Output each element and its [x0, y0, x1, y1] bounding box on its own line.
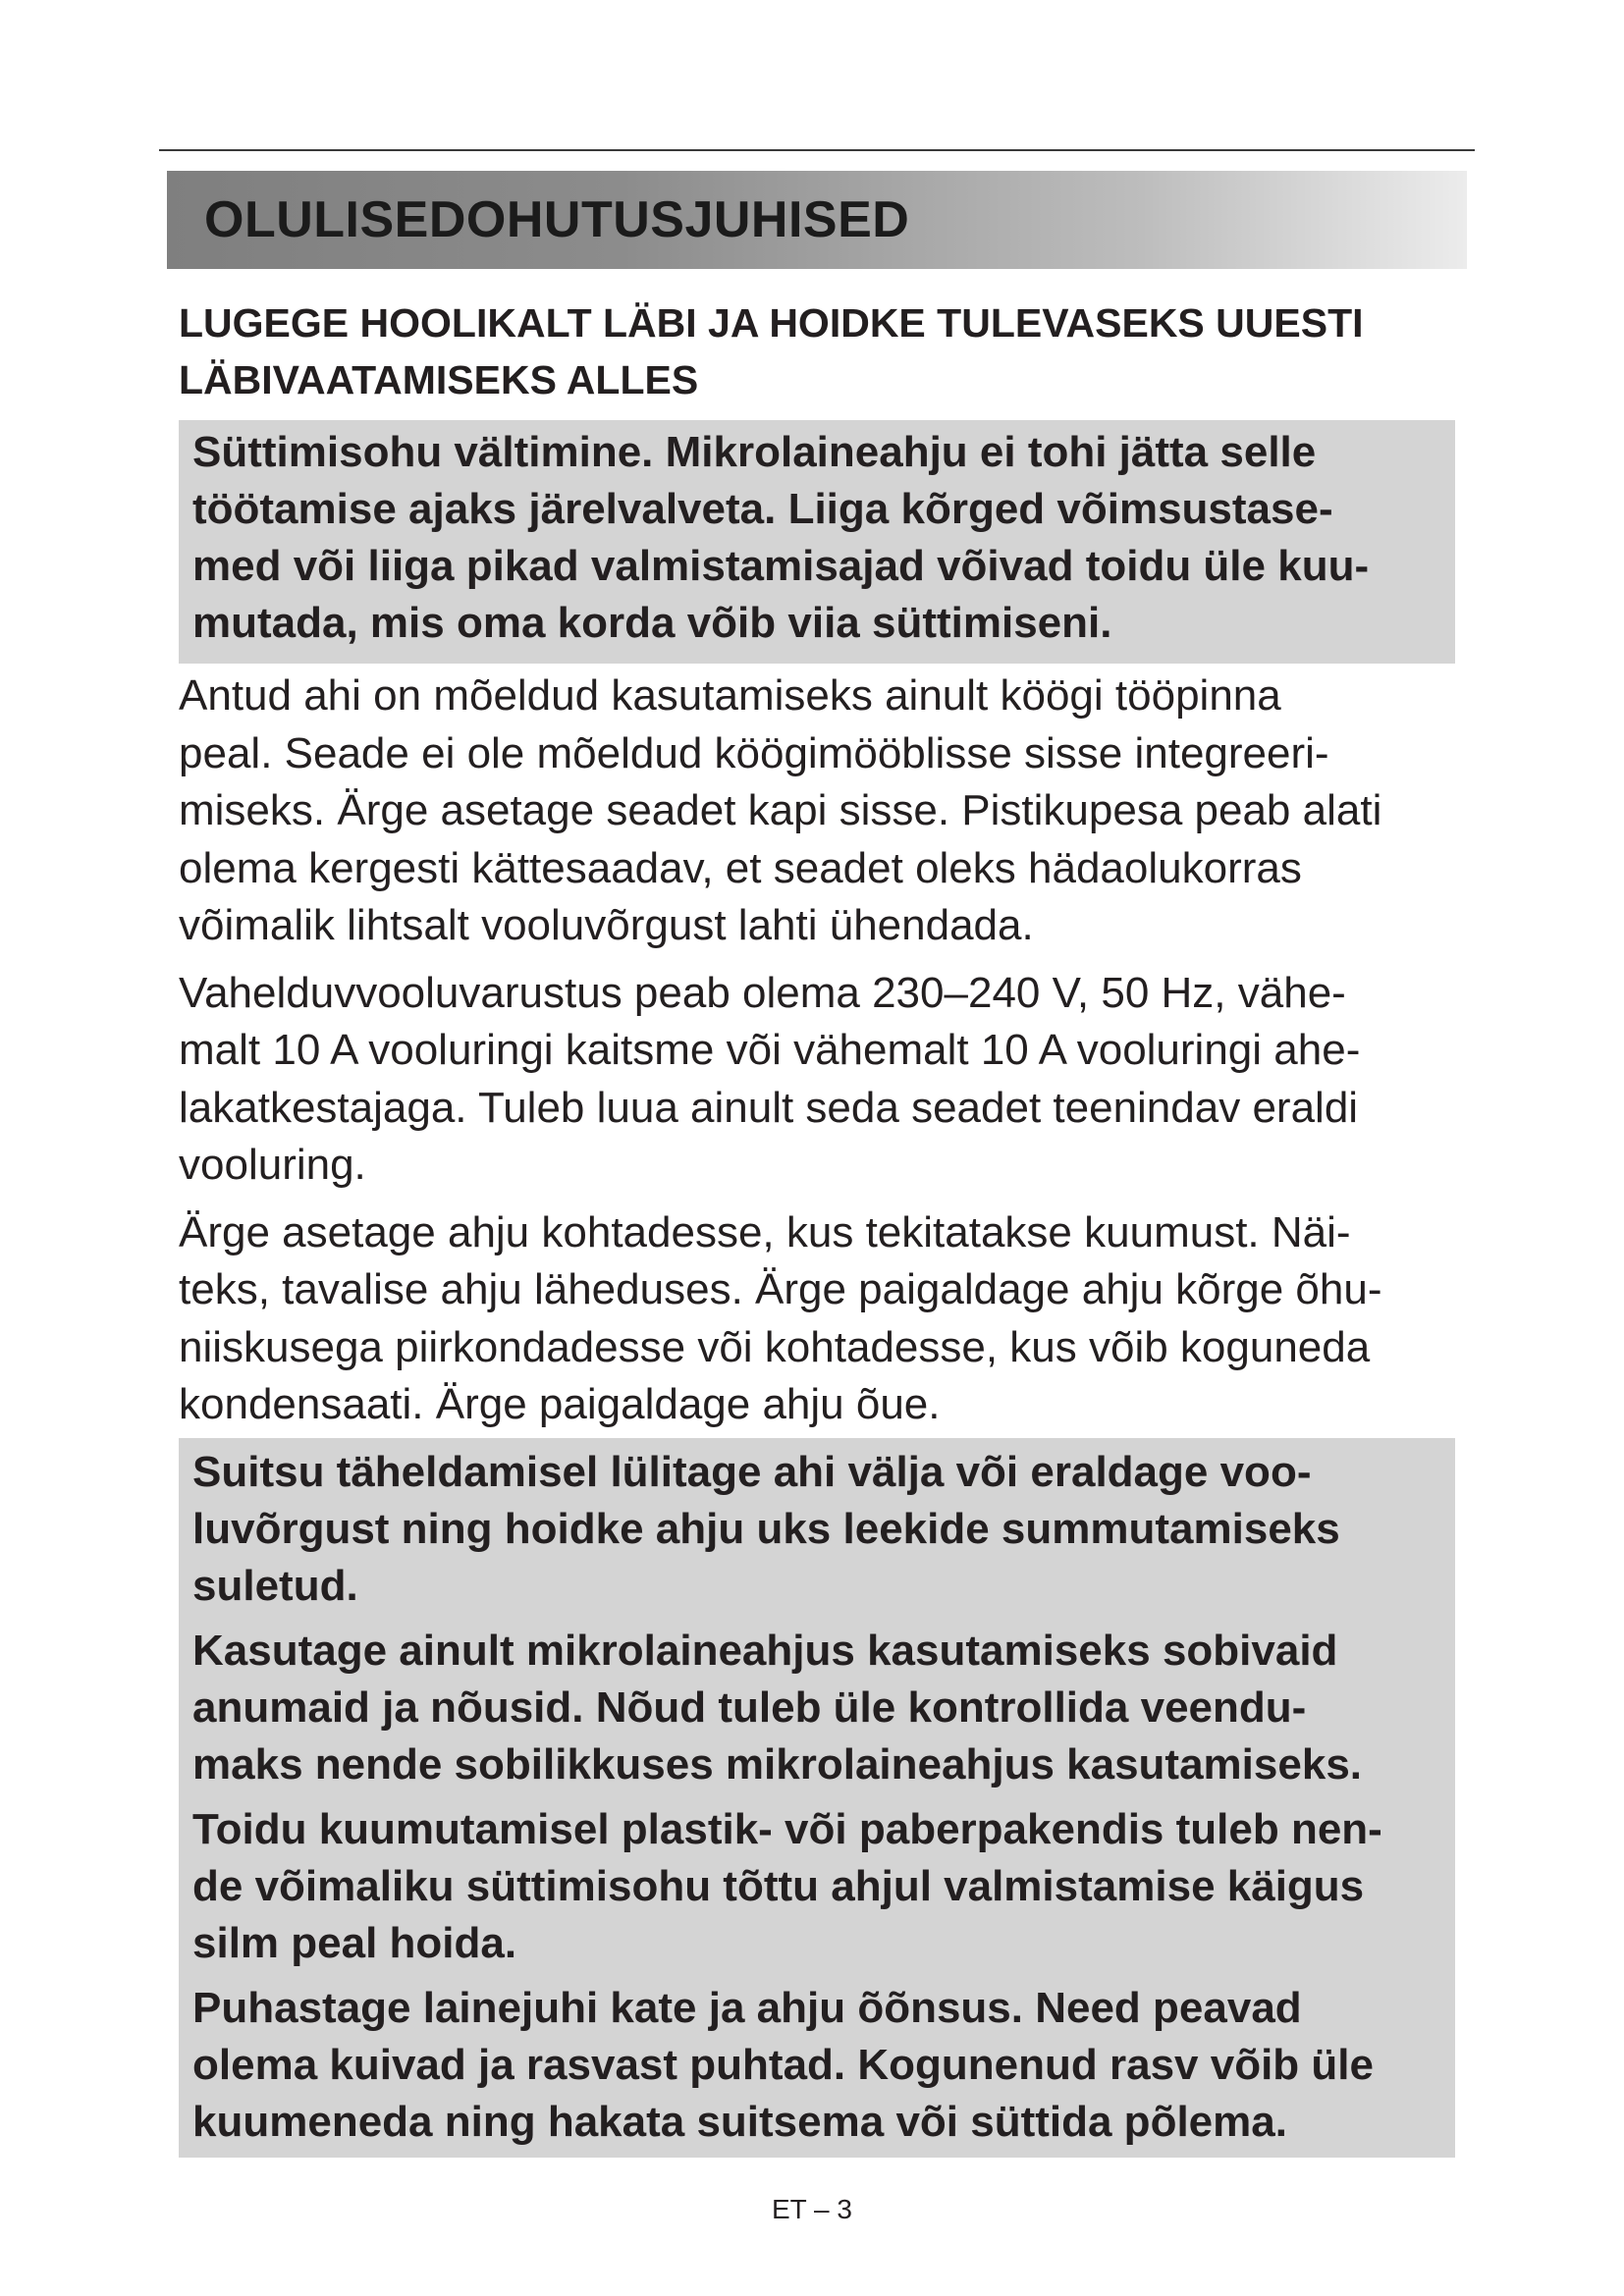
- text-line: peal. Seade ei ole mõeldud köögimööblisse sisse integreeri-: [179, 728, 1329, 777]
- section-title: OLULISEDOHUTUSJUHISED: [204, 191, 910, 248]
- body-paragraph-location: [179, 1204, 1455, 1434]
- text-line: Kasutage ainult mikrolaineahjus kasutamiseks sobivaid: [192, 1627, 1338, 1675]
- text-line: töötamise ajaks järelvalveta. Liiga kõrged võimsustase-: [192, 485, 1333, 533]
- warning-paragraph-cleaning: [192, 1980, 1447, 2151]
- text-line: anumaid ja nõusid. Nõud tuleb üle kontrollida veendu-: [192, 1683, 1307, 1732]
- text-line: Puhastage lainejuhi kate ja ahju õõnsus. Need peavad: [192, 1984, 1302, 2032]
- subheading-line: LUGEGE HOOLIKALT LÄBI JA HOIDKE TULEVASEKS UUESTI: [179, 300, 1364, 346]
- text-line: luvõrgust ning hoidke ahju uks leekide summutamiseks: [192, 1505, 1340, 1553]
- warning-paragraph-packaging: [192, 1801, 1447, 1972]
- text-line: Vahelduvvooluvarustus peab olema 230–240 V, 50 Hz, vähe-: [179, 968, 1346, 1017]
- page-number: ET – 3: [772, 2194, 852, 2224]
- text-line: kuumeneda ning hakata suitsema või süttida põlema.: [192, 2098, 1287, 2146]
- text-line: lakatkestajaga. Tuleb luua ainult seda seadet teenindav eraldi: [179, 1083, 1359, 1132]
- body-text: [179, 667, 1455, 1434]
- text-line: võimalik lihtsalt vooluvõrgust lahti ühendada.: [179, 901, 1034, 949]
- text-line: maks nende sobilikkuses mikrolaineahjus kasutamiseks.: [192, 1740, 1363, 1789]
- text-line: olema kergesti kättesaadav, et seadet oleks hädaolukorras: [179, 843, 1302, 892]
- section-title-band: [167, 171, 1467, 269]
- text-line: malt 10 A vooluringi kaitsme või vähemalt 10 A vooluringi ahe-: [179, 1026, 1361, 1074]
- warning-paragraph: [192, 424, 1447, 652]
- text-line: Toidu kuumutamisel plastik- või paberpakendis tuleb nen-: [192, 1805, 1382, 1853]
- text-line: teks, tavalise ahju läheduses. Ärge paigaldage ahju kõrge õhu-: [179, 1265, 1382, 1313]
- text-line: vooluring.: [179, 1141, 366, 1189]
- text-line: miseks. Ärge asetage seadet kapi sisse. Pistikupesa peab alati: [179, 786, 1382, 834]
- text-line: kondensaati. Ärge paigaldage ahju õue.: [179, 1380, 941, 1428]
- text-line: Süttimisohu vältimine. Mikrolaineahju ei tohi jätta selle: [192, 428, 1317, 476]
- body-paragraph-power: [179, 965, 1455, 1195]
- text-line: Antud ahi on mõeldud kasutamiseks ainult köögi tööpinna: [179, 671, 1281, 720]
- warning-paragraph-smoke: [192, 1444, 1447, 1615]
- subheading: [179, 294, 1475, 408]
- text-line: silm peal hoida.: [192, 1919, 517, 1967]
- text-line: med või liiga pikad valmistamisajad võivad toidu üle kuu-: [192, 542, 1370, 590]
- top-rule: [159, 149, 1475, 151]
- body-paragraph-placement: [179, 667, 1455, 955]
- text-line: Suitsu täheldamisel lülitage ahi välja või eraldage voo-: [192, 1448, 1312, 1496]
- text-line: Ärge asetage ahju kohtadesse, kus tekitatakse kuumust. Näi-: [179, 1207, 1351, 1256]
- warning-box-fire-risk: [179, 420, 1455, 664]
- warning-paragraph-containers: [192, 1623, 1447, 1793]
- text-line: de võimaliku süttimisohu tõttu ahjul valmistamise käigus: [192, 1862, 1365, 1910]
- subheading-line: LÄBIVAATAMISEKS ALLES: [179, 357, 699, 402]
- warning-box-safety: [179, 1438, 1455, 2158]
- text-line: suletud.: [192, 1562, 358, 1610]
- text-line: niiskusega piirkondadesse või kohtadesse, kus võib koguneda: [179, 1322, 1371, 1371]
- text-line: olema kuivad ja rasvast puhtad. Kogunenud rasv võib üle: [192, 2041, 1374, 2089]
- text-line: mutada, mis oma korda võib viia süttimiseni.: [192, 599, 1112, 647]
